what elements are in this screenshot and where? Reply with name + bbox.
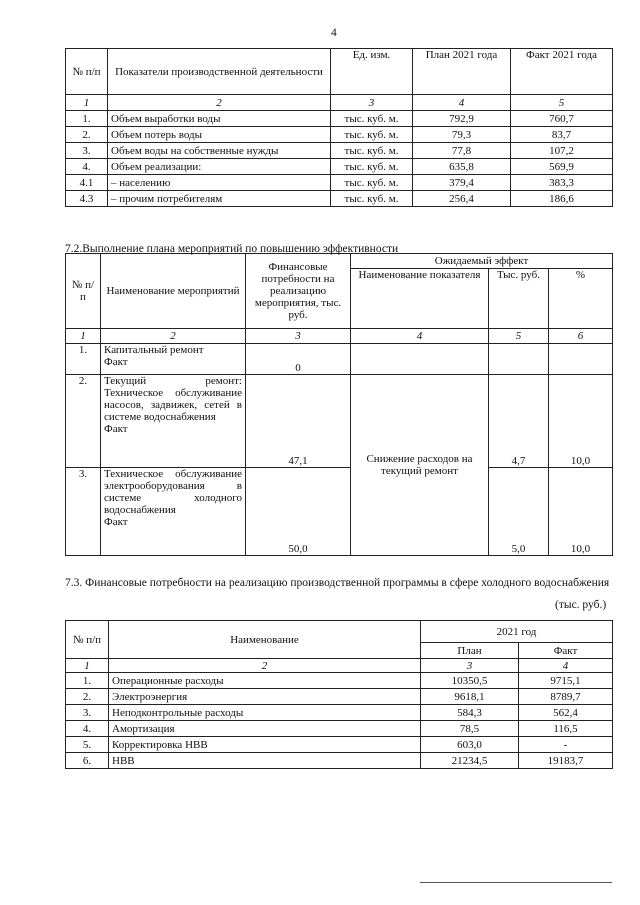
table-row [66, 753, 613, 769]
table-cell: 77,8 [413, 143, 511, 159]
row-name [101, 468, 246, 556]
col-number: 5 [489, 329, 549, 344]
table-cell: 107,2 [511, 143, 613, 159]
col-number: 4 [351, 329, 489, 344]
header-finance: Финансовые потребности на реализацию мероприятия, тыс. руб. [246, 254, 351, 329]
header-num: № п/п [66, 49, 108, 95]
table-cell: тыс. куб. м. [331, 159, 413, 175]
header-plan: План [421, 643, 519, 659]
table-cell: 562,4 [519, 705, 613, 721]
table-cell: 383,3 [511, 175, 613, 191]
table-cell: – прочим потребителям [108, 191, 331, 207]
measure-name: Техническое обслуживание электрооборудования в системе холодного водоснабжения [104, 468, 242, 516]
header-name: Наименование [109, 621, 421, 659]
row-num: 1. [66, 344, 101, 375]
table-cell: Объем воды на собственные нужды [108, 143, 331, 159]
row-thous-rub: 4,7 [489, 375, 549, 468]
table-cell: – населению [108, 175, 331, 191]
production-indicators-table [65, 48, 613, 207]
row-thous-rub: 5,0 [489, 468, 549, 556]
table-cell: 116,5 [519, 721, 613, 737]
table-cell: 4. [66, 159, 108, 175]
table-cell: Амортизация [109, 721, 421, 737]
column-numbers-row [66, 659, 613, 673]
table-row [66, 737, 613, 753]
header-indicator: Показатели производственной деятельности [108, 49, 331, 95]
col-number: 5 [511, 95, 613, 111]
table-cell: тыс. куб. м. [331, 111, 413, 127]
col-number: 2 [101, 329, 246, 344]
fact-label: Факт [104, 423, 128, 435]
table-row [66, 191, 613, 207]
table-cell: 21234,5 [421, 753, 519, 769]
table-cell: Неподконтрольные расходы [109, 705, 421, 721]
efficiency-measures-table [65, 253, 613, 556]
header-fact: Факт 2021 года [511, 49, 613, 95]
section-72-title: 7.2.Выполнение плана мероприятий по повышению эффективности [65, 243, 399, 255]
unit-label: (тыс. руб.) [555, 599, 607, 611]
measure-name: Текущий ремонт: Техническое обслуживание насосов, задвижек, сетей в системе водоснабжения [104, 375, 242, 423]
table-cell: Корректировка НВВ [109, 737, 421, 753]
table-cell: Операционные расходы [109, 673, 421, 689]
table-row [66, 143, 613, 159]
table-cell: 792,9 [413, 111, 511, 127]
table-cell: 79,3 [413, 127, 511, 143]
table-cell: 2. [66, 127, 108, 143]
table-cell: 2. [66, 689, 109, 705]
row-finance: 50,0 [246, 468, 351, 556]
col-number: 3 [421, 659, 519, 673]
col-number: 6 [549, 329, 613, 344]
row-name [101, 344, 246, 375]
table-cell: 4. [66, 721, 109, 737]
table-cell: 78,5 [421, 721, 519, 737]
table-row [66, 344, 613, 375]
col-number: 1 [66, 95, 108, 111]
table-cell: тыс. куб. м. [331, 175, 413, 191]
table-cell: 4.1 [66, 175, 108, 191]
column-numbers-row [66, 329, 613, 344]
col-number: 1 [66, 659, 109, 673]
header-thous-rub: Тыс. руб. [489, 269, 549, 329]
table-cell: 603,0 [421, 737, 519, 753]
table-cell: - [519, 737, 613, 753]
table-cell: 19183,7 [519, 753, 613, 769]
footer-line [420, 882, 612, 883]
col-number: 4 [413, 95, 511, 111]
row-num: 3. [66, 468, 101, 556]
header-year: 2021 год [421, 621, 613, 643]
row-percent [549, 344, 613, 375]
table-cell: 186,6 [511, 191, 613, 207]
table-row [66, 111, 613, 127]
row-finance: 47,1 [246, 375, 351, 468]
table-cell: тыс. куб. м. [331, 143, 413, 159]
table-cell: Электроэнергия [109, 689, 421, 705]
table-cell: НВВ [109, 753, 421, 769]
table-row [66, 468, 613, 556]
table-row [66, 159, 613, 175]
table-cell: 760,7 [511, 111, 613, 127]
table-row [66, 127, 613, 143]
merged-indicator: Снижение расходов на текущий ремонт [351, 375, 489, 556]
fact-label: Факт [104, 356, 128, 368]
header-indicator: Наименование показателя [351, 269, 489, 329]
table-row [66, 705, 613, 721]
table-cell: 4.3 [66, 191, 108, 207]
row-finance: 0 [246, 344, 351, 375]
table-cell: 10350,5 [421, 673, 519, 689]
table-row [66, 721, 613, 737]
header-name: Наименование мероприятий [101, 254, 246, 329]
table-cell: 379,4 [413, 175, 511, 191]
table-row [66, 689, 613, 705]
table-cell: 1. [66, 111, 108, 127]
header-num: № п/п [66, 254, 101, 329]
table-cell: 5. [66, 737, 109, 753]
row-percent: 10,0 [549, 468, 613, 556]
row-name [101, 375, 246, 468]
measure-name: Капитальный ремонт [104, 344, 204, 356]
table-cell: 83,7 [511, 127, 613, 143]
table-cell: 1. [66, 673, 109, 689]
row-num: 2. [66, 375, 101, 468]
table-cell: Объем реализации: [108, 159, 331, 175]
row-percent: 10,0 [549, 375, 613, 468]
financial-needs-table [65, 620, 613, 769]
col-number: 3 [331, 95, 413, 111]
table-cell: 6. [66, 753, 109, 769]
table-cell: 8789,7 [519, 689, 613, 705]
table-cell: 584,3 [421, 705, 519, 721]
table-cell: 9715,1 [519, 673, 613, 689]
header-effect: Ожидаемый эффект [351, 254, 613, 269]
table-cell: 9618,1 [421, 689, 519, 705]
page-number: 4 [331, 27, 337, 39]
table-cell: 256,4 [413, 191, 511, 207]
table-row [66, 175, 613, 191]
table-cell: Объем потерь воды [108, 127, 331, 143]
table-cell: 635,8 [413, 159, 511, 175]
col-number: 2 [109, 659, 421, 673]
header-percent: % [549, 269, 613, 329]
header-unit: Ед. изм. [331, 49, 413, 95]
table-cell: Объем выработки воды [108, 111, 331, 127]
header-num: № п/п [66, 621, 109, 659]
col-number: 4 [519, 659, 613, 673]
fact-label: Факт [104, 516, 128, 528]
table-cell: 569,9 [511, 159, 613, 175]
col-number: 3 [246, 329, 351, 344]
section-73-title: 7.3. Финансовые потребности на реализацию производственной программы в сфере холодного водоснабжения [65, 577, 610, 589]
row-thous-rub [489, 344, 549, 375]
table-cell: тыс. куб. м. [331, 191, 413, 207]
table-row [66, 673, 613, 689]
col-number: 2 [108, 95, 331, 111]
table-cell: 3. [66, 143, 108, 159]
col-number: 1 [66, 329, 101, 344]
header-plan: План 2021 года [413, 49, 511, 95]
row-indicator [351, 344, 489, 375]
header-fact: Факт [519, 643, 613, 659]
table-cell: тыс. куб. м. [331, 127, 413, 143]
column-numbers-row [66, 95, 613, 111]
table-cell: 3. [66, 705, 109, 721]
table-row [66, 375, 613, 468]
